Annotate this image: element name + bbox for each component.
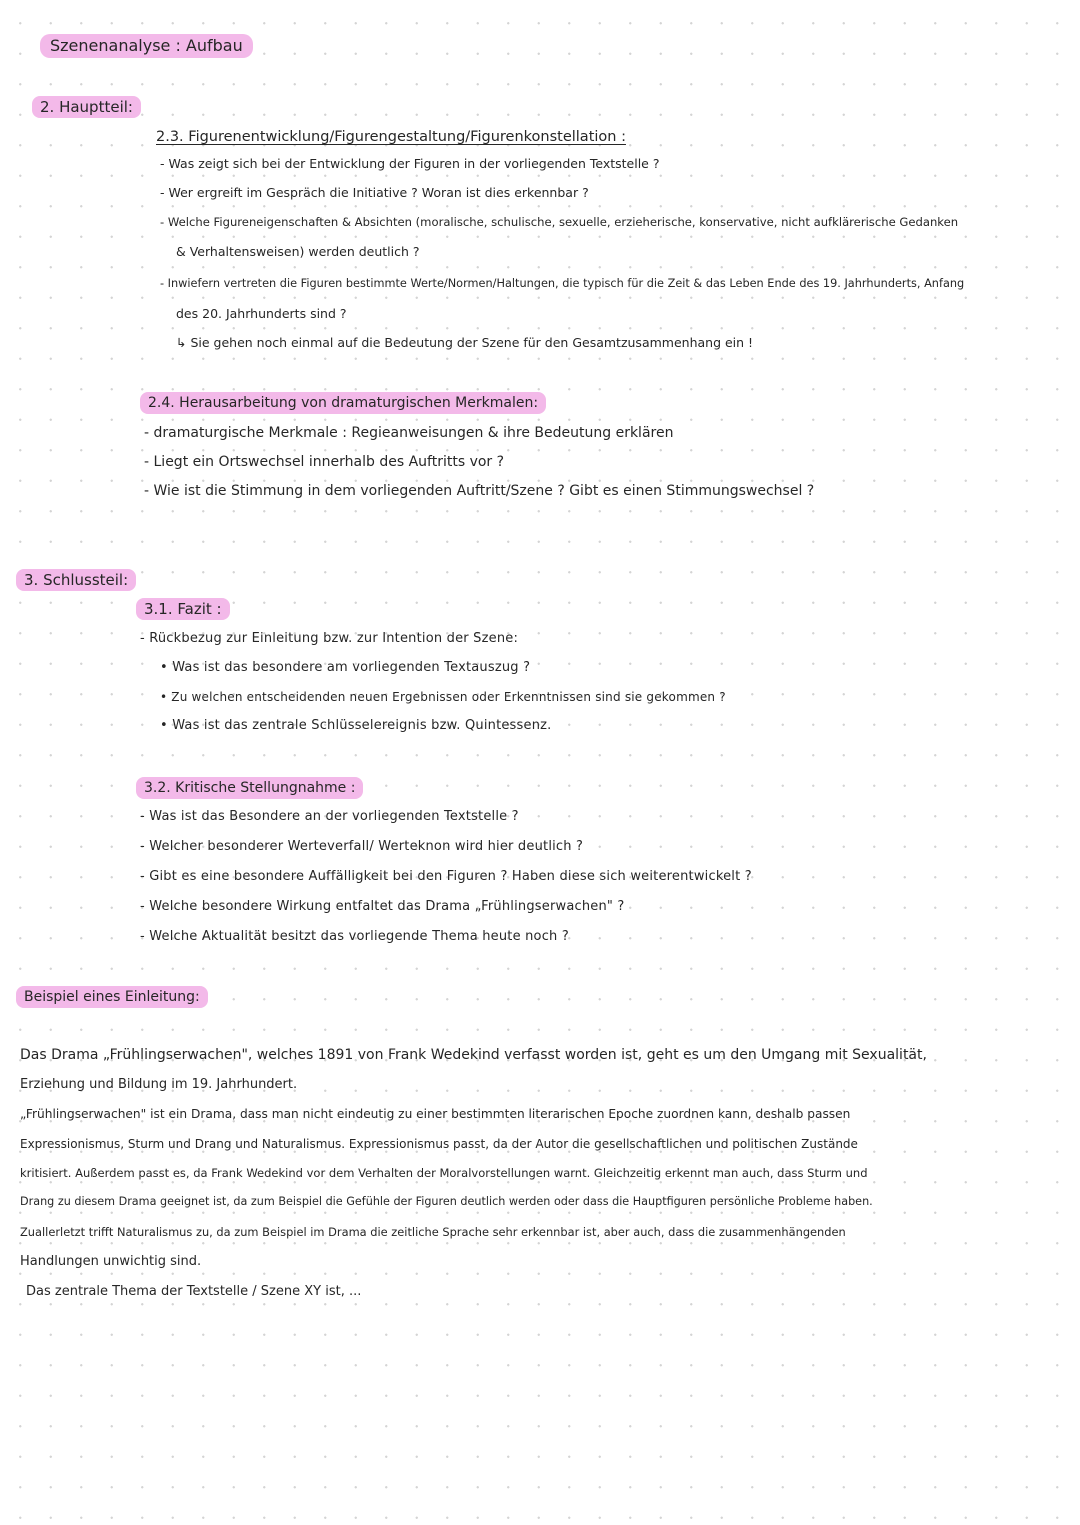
example-label: Beispiel eines Einleitung: — [16, 986, 208, 1008]
list-item: - dramaturgische Merkmale : Regieanweisungen & ihre Bedeutung erklären — [144, 425, 674, 441]
section-label-main-part: 2. Hauptteil: — [32, 96, 141, 118]
heading-2-4: 2.4. Herausarbeitung von dramaturgischen Merkmalen: — [140, 392, 546, 414]
list-item: - Liegt ein Ortswechsel innerhalb des Auftritts vor ? — [144, 454, 505, 470]
heading-3-1: 3.1. Fazit : — [136, 598, 230, 620]
list-item: - Wie ist die Stimmung in dem vorliegenden Auftritt/Szene ? Gibt es einen Stimmungswechsel ? — [144, 483, 815, 499]
list-item: - Was ist das Besondere an der vorliegenden Textstelle ? — [140, 809, 519, 824]
list-item: ↳ Sie gehen noch einmal auf die Bedeutung der Szene für den Gesamtzusammenhang ein ! — [176, 335, 754, 350]
heading-3-2: 3.2. Kritische Stellungnahme : — [136, 777, 363, 799]
list-item: des 20. Jahrhunderts sind ? — [176, 306, 347, 321]
list-item: • Was ist das besondere am vorliegenden Textauszug ? — [160, 660, 531, 675]
fazit-lead: - Rückbezug zur Einleitung bzw. zur Intention der Szene: — [140, 631, 519, 646]
list-item: - Gibt es eine besondere Auffälligkeit bei den Figuren ? Haben diese sich weiterentwickelt ? — [140, 869, 752, 884]
example-line: Drang zu diesem Drama geeignet ist, da zum Beispiel die Gefühle der Figuren deutlich werden oder dass die Hauptfiguren persönliche Probleme haben. — [20, 1195, 873, 1208]
list-item: - Welcher besonderer Werteverfall/ Werteknon wird hier deutlich ? — [140, 839, 584, 854]
example-line: kritisiert. Außerdem passt es, da Frank Wedekind vor dem Verhalten der Moralvorstellungen warnt. Gleichzeitig erkennt man auch, dass Sturm und — [20, 1166, 868, 1180]
example-line: Zuallerletzt trifft Naturalismus zu, da zum Beispiel im Drama die zeitliche Sprache sehr erkennbar ist, aber auch, dass die zusammenhängenden — [20, 1225, 846, 1239]
heading-2-3: 2.3. Figurenentwicklung/Figurengestaltung/Figurenkonstellation : — [156, 129, 626, 145]
section-label-final-part: 3. Schlussteil: — [16, 569, 136, 591]
list-item: - Wer ergreift im Gespräch die Initiative ? Woran ist dies erkennbar ? — [160, 185, 589, 200]
list-item: & Verhaltensweisen) werden deutlich ? — [176, 244, 420, 259]
list-item: - Was zeigt sich bei der Entwicklung der Figuren in der vorliegenden Textstelle ? — [160, 156, 660, 171]
example-line: Erziehung und Bildung im 19. Jahrhundert. — [20, 1077, 298, 1092]
example-line: Das Drama „Frühlingserwachen", welches 1891 von Frank Wedekind verfasst worden ist, geht es um den Umgang mit Sexualität, — [20, 1047, 927, 1063]
example-line: „Frühlingserwachen" ist ein Drama, dass man nicht eindeutig zu einer bestimmten literarischen Epoche zuordnen kann, deshalb passen — [20, 1107, 851, 1121]
page-title: Szenenanalyse : Aufbau — [40, 34, 253, 58]
list-item: - Welche Figureneigenschaften & Absichten (moralische, schulische, sexuelle, erzieherische, konservative, nicht aufklärerische Gedanken — [160, 215, 959, 229]
list-item: - Welche Aktualität besitzt das vorliegende Thema heute noch ? — [140, 929, 569, 944]
list-item: - Inwiefern vertreten die Figuren bestimmte Werte/Normen/Haltungen, die typisch für die Zeit & das Leben Ende des 19. Jahrhunderts, Anfang — [160, 277, 965, 290]
list-item: • Was ist das zentrale Schlüsselereignis bzw. Quintessenz. — [160, 718, 552, 733]
list-item: • Zu welchen entscheidenden neuen Ergebnissen oder Erkenntnissen sind sie gekommen ? — [160, 690, 726, 704]
list-item: - Welche besondere Wirkung entfaltet das Drama „Frühlingserwachen" ? — [140, 899, 625, 914]
example-line: Expressionismus, Sturm und Drang und Naturalismus. Expressionismus passt, da der Autor die gesellschaftlichen und politischen Zustände — [20, 1137, 858, 1151]
example-line: Handlungen unwichtig sind. — [20, 1254, 202, 1269]
example-line: Das zentrale Thema der Textstelle / Szene XY ist, ... — [26, 1284, 362, 1299]
